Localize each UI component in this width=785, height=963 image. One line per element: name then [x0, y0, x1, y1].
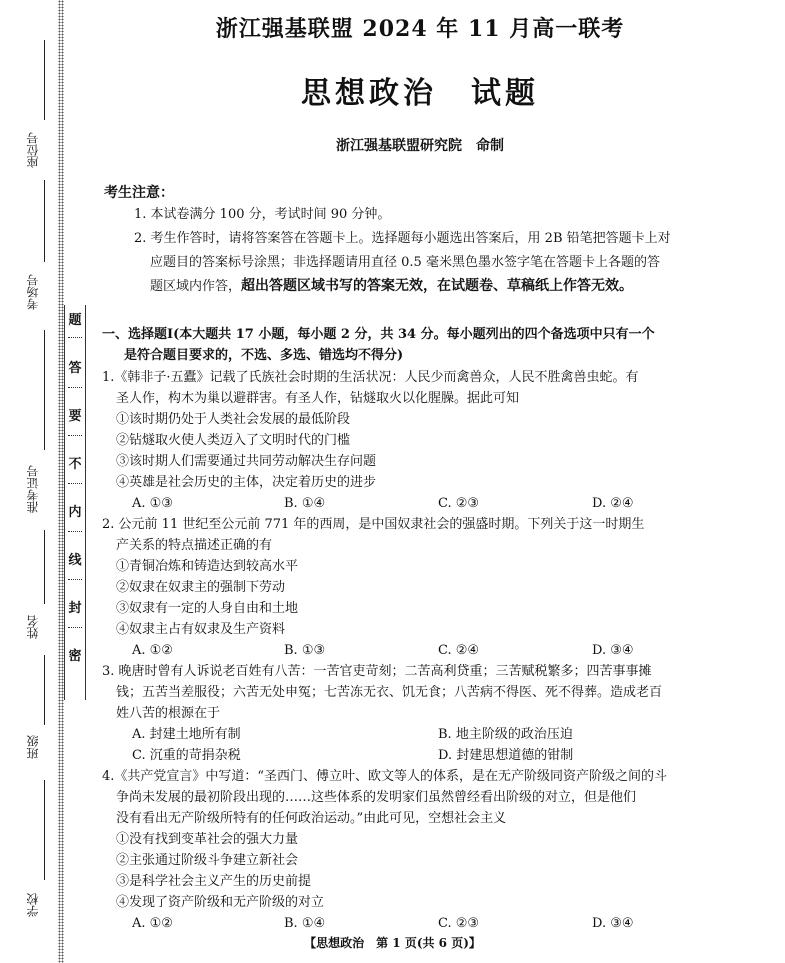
exam-title: 浙江强基联盟 2024 年 11 月高一联考 [215, 16, 625, 42]
question-1-stem: 圣人作，构木为巢以避群害。有圣人作，钻燧取火以化腥臊。据此可知 [116, 391, 520, 406]
option-a[interactable]: A. ①② [132, 916, 173, 931]
name-line [44, 530, 45, 604]
class-line [44, 655, 45, 725]
question-4-stem: 争尚未发展的最初阶段出现的……这些体系的发明家们虽然曾经看出阶级的对立，但是他们 [116, 790, 637, 805]
question-4-item: ③是科学社会主义产生的历史前提 [116, 874, 312, 889]
option-c[interactable]: C. 沉重的苛捐杂税 [132, 748, 241, 763]
question-2-stem: 产关系的特点描述正确的有 [116, 538, 273, 553]
section-heading-cont: 是符合题目要求的，不选、多选、错选均不得分) [124, 348, 404, 363]
page-footer: 【思想政治 第 1 页(共 6 页)】 [304, 936, 481, 950]
seal-char: 密 [68, 649, 82, 664]
seal-dotted-line [68, 579, 82, 583]
option-b[interactable]: B. ①④ [284, 916, 326, 931]
seal-char: 要 [68, 409, 82, 424]
subject-title: 思想政治 试题 [301, 76, 539, 111]
question-3-stem: 钱；五苦当差服役；六苦无处申冤；七苦冻无衣、饥无食；八苦病不得医、死不得葬。造成老百 [116, 685, 663, 700]
question-2-stem: 2. 公元前 11 世纪至公元前 771 年的西周，是中国奴隶社会的强盛时期。下列关于这一时期生 [102, 517, 645, 532]
option-c[interactable]: C. ②③ [438, 496, 480, 511]
option-d[interactable]: D. ③④ [592, 916, 634, 931]
seal-dotted-line [68, 627, 82, 631]
option-a[interactable]: A. ①② [132, 643, 173, 658]
option-a[interactable]: A. 封建土地所有制 [132, 727, 241, 742]
seal-char: 题 [68, 313, 82, 328]
notice-item [150, 276, 633, 297]
seat-number-label: 座位号 [26, 132, 40, 168]
question-1-item: ④英雄是社会历史的主体，决定着历史的进步 [116, 475, 377, 490]
notice-heading: 考生注意： [104, 185, 174, 201]
question-1-stem: 1.《韩非子·五蠹》记载了氏族社会时期的生活状况：人民少而禽兽众，人民不胜禽兽虫蛇。有 [102, 370, 639, 385]
seal-dotted-line [68, 387, 82, 391]
question-2-item: ②奴隶在奴隶主的强制下劳动 [116, 580, 286, 595]
option-c[interactable]: C. ②③ [438, 916, 480, 931]
seal-char: 答 [68, 361, 82, 376]
option-b[interactable]: B. ①③ [284, 643, 326, 658]
question-2-item: ③奴隶有一定的人身自由和土地 [116, 601, 299, 616]
notice-item: 应题目的答案标号涂黑；非选择题请用直径 0.5 毫米黑色墨水签字笔在答题卡上各题的答 [150, 255, 660, 270]
question-3-stem: 3. 晚唐时曾有人诉说老百姓有八苦：一苦官吏苛刻；二苦高利贷重；三苦赋税繁多；四苦事事摊 [102, 664, 652, 679]
question-3-options [132, 724, 732, 766]
question-4-stem: 4.《共产党宣言》中写道：“圣西门、傅立叶、欧文等人的体系，是在无产阶级同资产阶级之间的斗 [102, 769, 668, 784]
question-4-item: ①没有找到变革社会的强大力量 [116, 832, 299, 847]
section-heading: 一、选择题Ⅰ(本大题共 17 小题，每小题 2 分，共 34 分。每小题列出的四个备选项中只有一个 [102, 327, 655, 342]
seal-line-box [64, 305, 86, 700]
question-1-item: ①该时期仍处于人类社会发展的最低阶段 [116, 412, 351, 427]
option-b[interactable]: B. ①④ [284, 496, 326, 511]
school-line [44, 780, 45, 880]
option-d[interactable]: D. ③④ [592, 643, 634, 658]
question-4-item: ②主张通过阶级斗争建立新社会 [116, 853, 299, 868]
exam-room-line [44, 180, 45, 262]
exam-room-label: 考场号 [26, 274, 40, 310]
seal-dotted-line [68, 337, 82, 341]
question-1-item: ③该时期人们需要通过共同劳动解决生存问题 [116, 454, 377, 469]
seal-char: 封 [68, 601, 82, 616]
seal-char: 内 [68, 505, 82, 520]
admission-number-line [44, 330, 45, 450]
option-c[interactable]: C. ②④ [438, 643, 480, 658]
notice-emphasis: 超出答题区域书写的答案无效，在试题卷、草稿纸上作答无效。 [241, 278, 634, 294]
seal-dotted-line [68, 531, 82, 535]
question-1-item: ②钻燧取火使人类迈入了文明时代的门槛 [116, 433, 351, 448]
seal-dotted-line [68, 483, 82, 487]
option-d[interactable]: D. 封建思想道德的钳制 [438, 748, 574, 763]
seal-dotted-line [68, 435, 82, 439]
name-label: 姓名 [26, 615, 40, 639]
school-label: 学校 [26, 893, 40, 917]
question-2-item: ①青铜冶炼和铸造达到较高水平 [116, 559, 299, 574]
option-a[interactable]: A. ①③ [132, 496, 173, 511]
notice-item: 1. 本试卷满分 100 分，考试时间 90 分钟。 [134, 207, 391, 222]
question-4-item: ④发现了资产阶级和无产阶级的对立 [116, 895, 325, 910]
notice-item: 2. 考生作答时，请将答案答在答题卡上。选择题每小题选出答案后，用 2B 铅笔把答题卡上对 [134, 231, 671, 246]
notice-item-text: 题区域内作答， [150, 279, 242, 294]
seal-char: 线 [68, 553, 82, 568]
class-label: 班级 [26, 735, 40, 759]
seat-number-line [44, 40, 45, 120]
binding-margin [0, 0, 58, 963]
option-b[interactable]: B. 地主阶级的政治压迫 [438, 727, 573, 742]
question-2-item: ④奴隶主占有奴隶及生产资料 [116, 622, 286, 637]
admission-number-label: 准考证号 [26, 465, 40, 513]
question-3-stem: 姓八苦的根源在于 [116, 706, 221, 721]
question-4-stem: 没有看出无产阶级所特有的任何政治运动。”由此可见，空想社会主义 [116, 811, 507, 826]
organizer: 浙江强基联盟研究院 命制 [336, 138, 504, 154]
option-d[interactable]: D. ②④ [592, 496, 634, 511]
seal-char: 不 [68, 457, 82, 472]
